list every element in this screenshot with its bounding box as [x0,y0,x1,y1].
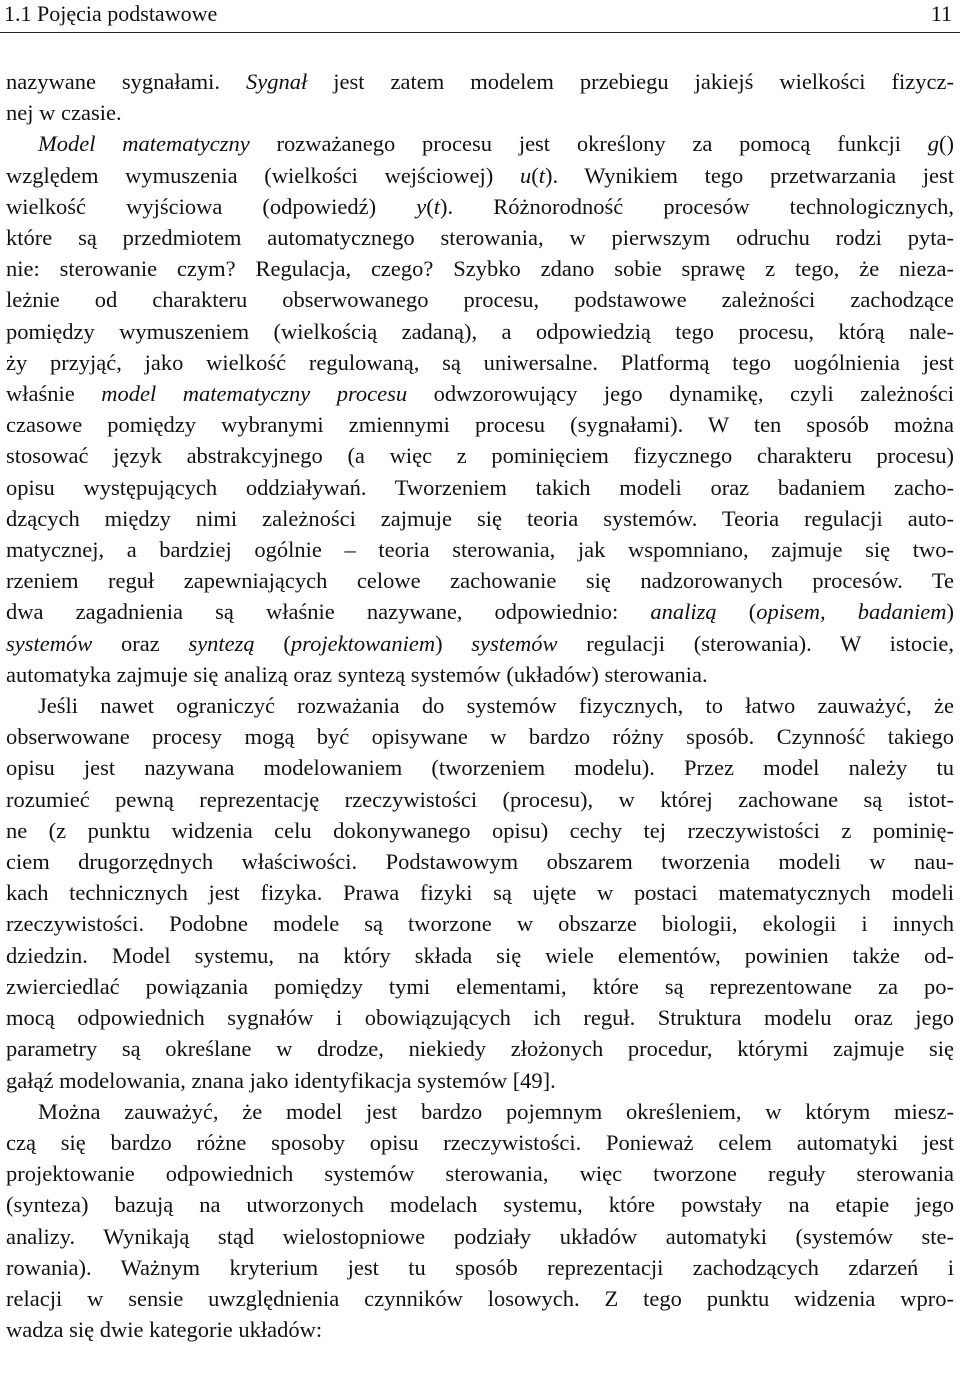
text-run: nej w czasie. [6,100,122,126]
text-line [6,815,954,846]
text-run: rzeniem reguł zapewniających celowe zachowanie się nadzorowanych procesów. Te [6,568,954,594]
text-run: ). Wynikiem tego przetwarzania jest [544,162,954,188]
text-run: automatyka zajmuje się analizą oraz syntezą systemów (układów) sterowania. [6,661,708,687]
text-line [6,1283,954,1314]
text-line [6,971,954,1002]
text-line [6,1096,954,1127]
text-line [6,534,954,565]
text-run: ( [254,630,291,656]
text-run: stosować język abstrakcyjnego (a więc z pominięciem fizycznego charakteru procesu) [6,443,954,469]
text-line [6,1158,954,1189]
text-run: ( [426,193,434,219]
text-line [6,440,954,471]
text-line [6,1314,954,1345]
text-line [6,253,954,284]
italic-run: opisem, badaniem [756,599,947,625]
text-run: odwzorowujący jego dynamikę, czyli zależności [407,381,954,407]
italic-run: projektowaniem [290,630,436,656]
text-line [6,846,954,877]
text-run: pomiędzy wymuszeniem (wielkością zadaną), a odpowiedzią tego procesu, którą nale- [6,318,954,344]
text-run: rozumieć pewną reprezentację rzeczywistości (procesu), w której zachowane są istot- [6,786,954,812]
text-run: dwa zagadnienia są właśnie nazywane, odpowiednio: [6,599,651,625]
text-run: relacji w sensie uwzględnienia czynników losowych. Z tego punktu widzenia wpro- [6,1285,954,1311]
text-run: Jeśli nawet ograniczyć rozważania do systemów fizycznych, to łatwo zauważyć, że [38,693,954,719]
text-run: ). Różnorodność procesów technologicznych, [440,193,954,219]
text-line [6,877,954,908]
italic-run: Sygnał [246,69,308,94]
text-run: wielkość wyjściowa (odpowiedź) [6,193,417,219]
text-run: analizy. Wynikają stąd wielostopniowe podziały układów automatyki (systemów ste- [6,1223,954,1249]
text-line [6,316,954,347]
text-run: nie: sterowanie czym? Regulacja, czego? Szybko zdano sobie sprawę z tego, że nieza- [6,256,954,282]
text-line [6,565,954,596]
text-run: parametry są określane w drodze, niekiedy złożonych procedur, którymi zajmuje się [6,1036,954,1062]
text-run: opisu jest nazywana modelowaniem (tworzeniem modelu). Przez model należy tu [6,755,954,781]
text-line [6,128,954,159]
text-run: rzeczywistości. Podobne modele są tworzone w obszarze biologii, ekologii i innych [6,911,954,937]
text-run: () [939,131,954,157]
text-line [6,690,954,721]
text-line [6,222,954,253]
text-line [6,596,954,627]
text-run: dzących między nimi zależności zajmuje się teoria systemów. Teoria regulacji auto- [6,505,954,531]
italic-run: Model matematyczny [38,131,250,157]
text-run: ( [531,162,539,188]
paragraph [6,66,954,128]
text-run: kach technicznych jest fizyka. Prawa fizyki są ujęte w postaci matematycznych modeli [6,880,954,906]
text-line [6,66,954,97]
text-line [6,1002,954,1033]
text-run: ne (z punktu widzenia celu dokonywanego opisu) cechy tej rzeczywistości z pominię- [6,817,954,843]
text-line [6,284,954,315]
text-run: gałąź modelowania, znana jako identyfikacja systemów [49]. [6,1067,556,1093]
text-line [6,784,954,815]
section-title: 1.1 Pojęcia podstawowe [4,1,218,26]
text-line [6,347,954,378]
text-line [6,752,954,783]
paragraph [6,128,954,690]
text-run: ) [435,630,472,656]
text-line [6,409,954,440]
italic-run: g [927,131,940,157]
text-line [6,1221,954,1252]
text-run: ży przyjąć, jako wielkość regulowaną, są uniwersalne. Platformą tego uogólnienia jest [6,349,954,375]
text-line [6,160,954,191]
text-line [6,659,954,690]
text-line [6,472,954,503]
header-rule [0,32,960,33]
text-run: Można zauważyć, że model jest bardzo pojemnym określeniem, w którym miesz- [38,1098,954,1124]
text-run: matycznej, a bardziej ogólnie – teoria sterowania, jak wspomniano, zajmuje się two- [6,537,954,563]
text-run: ( [716,599,757,625]
italic-run: model matematyczny procesu [101,381,408,407]
text-run: dziedzin. Model systemu, na który składa się wiele elementów, powinien także od- [6,942,954,968]
paragraph [6,1096,954,1346]
italic-run: y [416,193,427,219]
text-line [6,1189,954,1220]
text-line [6,1065,954,1096]
text-line [6,1252,954,1283]
text-line [6,940,954,971]
italic-run: analizą [650,599,717,625]
text-run: czą się bardzo różne sposoby opisu rzeczywistości. Ponieważ celem automatyki jest [6,1129,954,1155]
text-run: oraz [92,630,189,656]
text-line [6,97,954,128]
text-run: projektowanie odpowiednich systemów sterowania, więc tworzone reguły sterowania [6,1161,954,1187]
text-line [6,191,954,222]
text-run: nazywane sygnałami. [6,69,247,94]
italic-run: systemów [471,630,558,656]
text-line [6,721,954,752]
text-run: wadza się dwie kategorie układów: [6,1317,323,1343]
text-run: zwierciedlać powiązania pomiędzy tymi elementami, które są reprezentowane za po- [6,973,954,999]
text-run: czasowe pomiędzy wybranymi zmiennymi procesu (sygnałami). W ten sposób można [6,412,954,438]
text-line [6,628,954,659]
text-run: rozważanego procesu jest określony za pomocą funkcji [249,131,928,157]
text-run: ciem drugorzędnych właściwości. Podstawowym obszarem tworzenia modeli w nau- [6,849,954,875]
text-line [6,378,954,409]
body-text [6,66,954,1345]
text-line [6,1127,954,1158]
italic-run: t [433,193,441,219]
text-run: mocą odpowiednich sygnałów i obowiązujących ich reguł. Struktura modelu oraz jego [6,1005,954,1031]
text-run: jest zatem modelem przebiegu jakiejś wielkości fizycz- [307,69,954,94]
paragraph [6,690,954,1096]
text-run: rowania). Ważnym kryterium jest tu sposób reprezentacji zachodzących zdarzeń i [6,1254,954,1280]
running-header [0,0,960,32]
text-run: względem wymuszenia (wielkości wejściowej) [6,162,520,188]
text-run: właśnie [6,381,102,407]
text-run: obserwowane procesy mogą być opisywane w bardzo różny sposób. Czynność takiego [6,724,954,750]
text-line [6,908,954,939]
text-run: regulacji (sterowania). W istocie, [557,630,954,656]
text-run: które są przedmiotem automatycznego sterowania, w pierwszym odruchu rodzi pyta- [6,225,954,251]
italic-run: syntezą [188,630,255,656]
text-line [6,1033,954,1064]
text-run: (synteza) bazują na utworzonych modelach systemu, które powstały na etapie jego [6,1192,954,1218]
text-run: ) [946,599,954,625]
italic-run: t [538,162,545,188]
page-number: 11 [930,1,952,26]
italic-run: u [519,162,532,188]
text-run: opisu występujących oddziaływań. Tworzeniem takich modeli oraz badaniem zacho- [6,474,954,500]
text-run: leżnie od charakteru obserwowanego procesu, podstawowe zależności zachodzące [6,287,954,313]
italic-run: systemów [6,630,93,656]
text-line [6,503,954,534]
